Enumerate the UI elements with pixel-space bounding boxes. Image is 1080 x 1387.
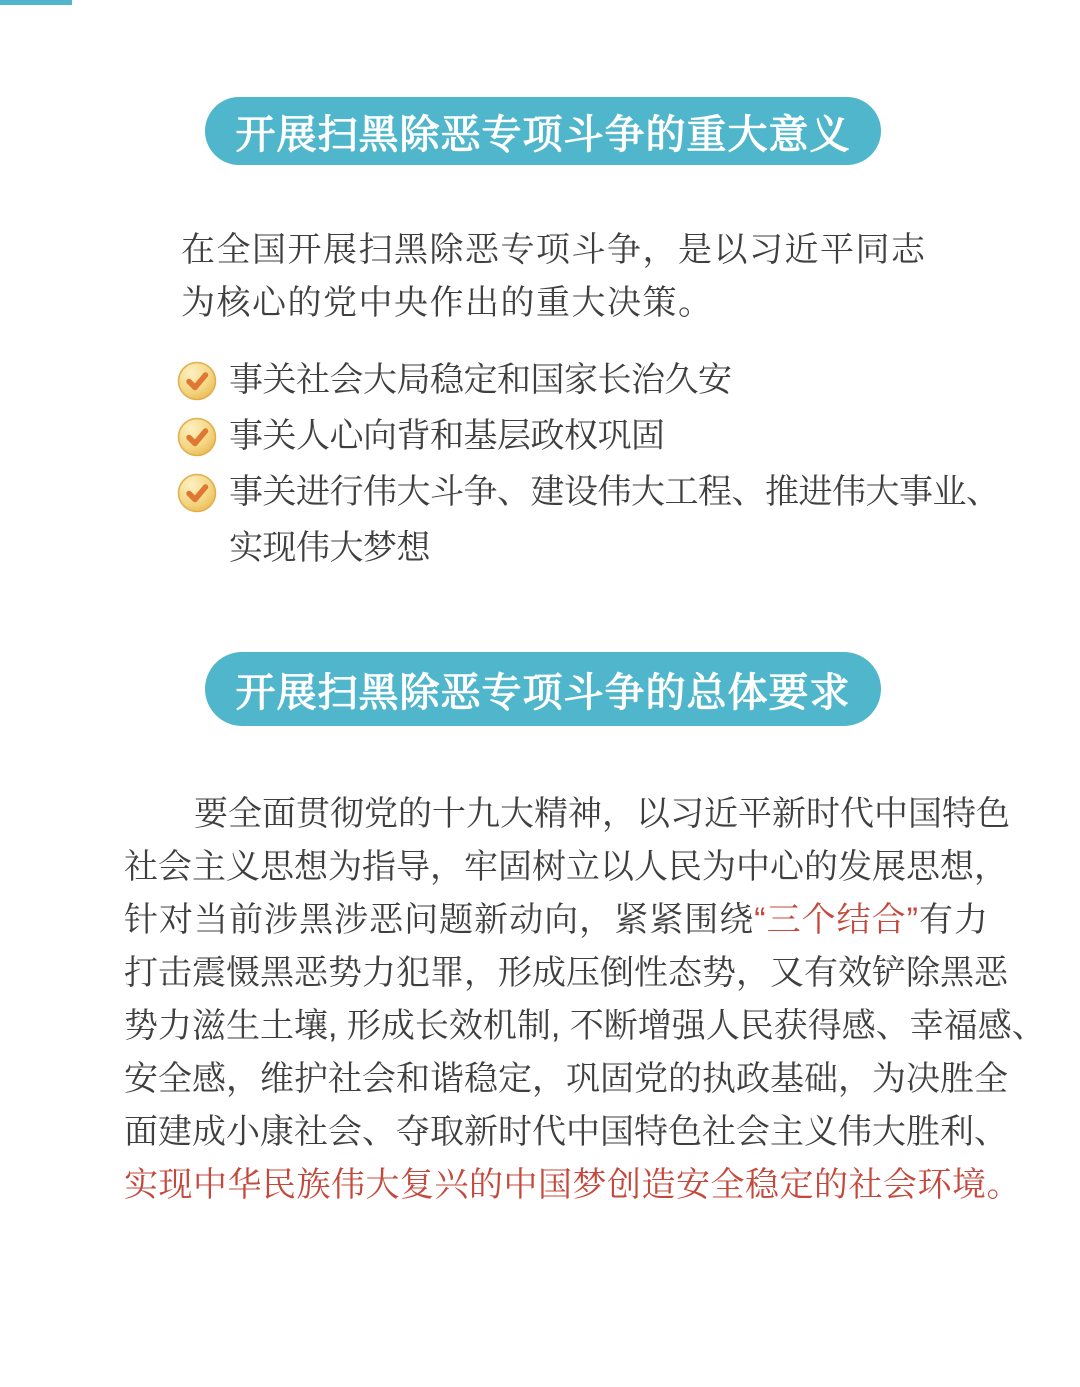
section2-title: 开展扫黑除恶专项斗争的总体要求	[235, 670, 851, 715]
paragraph-line	[124, 1159, 1021, 1212]
section1-title: 开展扫黑除恶专项斗争的重大意义	[235, 112, 851, 157]
intro-line: 为核心的党中央作出的重大决策。	[181, 284, 714, 322]
check-icon	[177, 473, 217, 513]
paragraph-line: 打击震慑黑恶势力犯罪，形成压倒性态势，又有效铲除黑恶	[124, 954, 1008, 992]
check-icon	[177, 361, 217, 401]
section1-title-banner	[205, 97, 881, 165]
list-item-text: 事关社会大局稳定和国家长治久安	[229, 361, 732, 399]
list-item-text: 事关人心向背和基层政权巩固	[229, 417, 665, 455]
paragraph-line: 社会主义思想为指导，牢固树立以人民为中心的发展思想，	[124, 848, 1008, 886]
section2-title-banner	[205, 652, 881, 726]
paragraph-line: 势力滋生土壤, 形成长效机制, 不断增强人民获得感、幸福感、	[124, 1007, 1046, 1045]
top-accent-bar	[0, 0, 72, 5]
requirements-paragraph	[124, 788, 1046, 1212]
paragraph-line: 要全面贯彻党的十九大精神，以习近平新时代中国特色	[194, 795, 1010, 833]
intro-paragraph	[181, 224, 961, 330]
list-item-text: 事关进行伟大斗争、建设伟大工程、推进伟大事业、 实现伟大梦想	[229, 473, 1000, 567]
list-item	[177, 352, 1007, 408]
highlight-red-sentence: 实现中华民族伟大复兴的中国梦创造安全稳定的社会环境。	[124, 1166, 1021, 1204]
significance-list	[177, 352, 1007, 576]
list-item	[177, 464, 1007, 576]
highlight-red-phrase: “三个结合”	[754, 901, 918, 939]
paragraph-line: 安全感，维护社会和谐稳定，巩固党的执政基础，为决胜全	[124, 1060, 1008, 1098]
check-icon	[177, 417, 217, 457]
paragraph-line: 面建成小康社会、夺取新时代中国特色社会主义伟大胜利、	[124, 1113, 1008, 1151]
paragraph-line: 针对当前涉黑涉恶问题新动向，紧紧围绕“三个结合”有力	[124, 901, 988, 939]
intro-line: 在全国开展扫黑除恶专项斗争，是以习近平同志	[181, 231, 927, 269]
list-item	[177, 408, 1007, 464]
